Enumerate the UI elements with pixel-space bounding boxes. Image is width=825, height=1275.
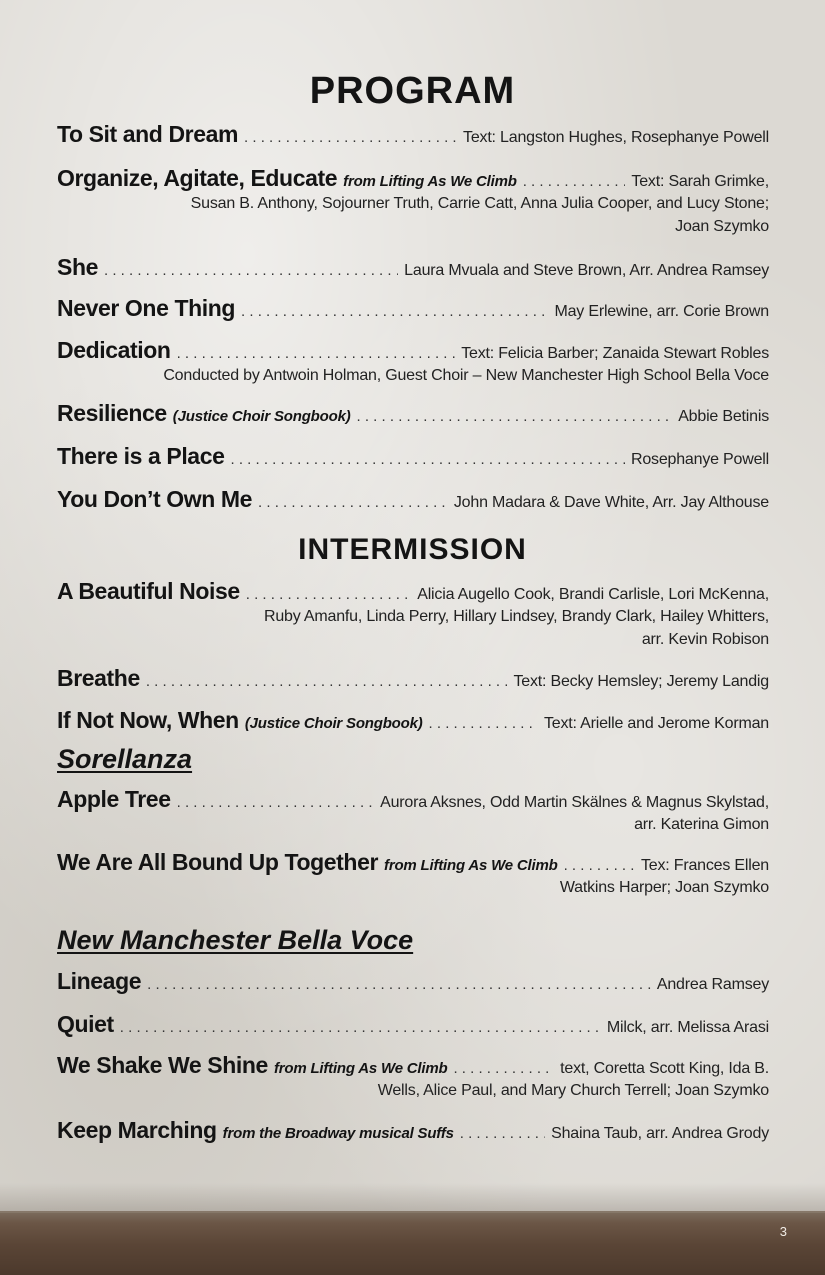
leader-dots xyxy=(241,303,548,320)
program-entry xyxy=(57,665,769,692)
piece-title: Apple Tree xyxy=(57,786,171,812)
piece-title: You Don’t Own Me xyxy=(57,486,253,512)
piece-title: Dedication xyxy=(57,337,171,363)
program-entry xyxy=(57,295,769,322)
program-entry xyxy=(57,121,769,148)
piece-credit: John Madara & Dave White, Arr. Jay Althouse xyxy=(453,494,769,511)
leader-dots xyxy=(120,1019,601,1036)
credit-continuation: Watkins Harper; Joan Szymko xyxy=(559,879,769,896)
program-entry xyxy=(57,337,769,387)
program-entry xyxy=(57,707,769,734)
piece-credit: Text: Felicia Barber; Zanaida Stewart Robles xyxy=(461,345,769,362)
program-entry xyxy=(57,968,769,995)
piece-credit: Text: Arielle and Jerome Korman xyxy=(543,715,769,732)
leader-dots xyxy=(230,451,624,468)
piece-title: A Beautiful Noise xyxy=(57,578,240,604)
piece-title: Keep Marching xyxy=(57,1117,217,1143)
leader-dots xyxy=(564,857,635,874)
piece-source: from the Broadway musical Suffs xyxy=(222,1125,454,1142)
piece-source: (Justice Choir Songbook) xyxy=(172,408,351,425)
leader-dots xyxy=(523,173,626,190)
wood-floor-backdrop xyxy=(0,1211,825,1275)
credit-continuation: arr. Katerina Gimon xyxy=(634,816,769,833)
piece-source: from Lifting As We Climb xyxy=(384,857,558,874)
program-entry xyxy=(57,443,769,470)
piece-credit: Abbie Betinis xyxy=(678,408,769,425)
leader-dots xyxy=(104,262,398,279)
program-entry xyxy=(57,400,769,427)
piece-source: from Lifting As We Climb xyxy=(273,1060,448,1077)
piece-credit: Text: Sarah Grimke, xyxy=(631,173,769,190)
leader-dots xyxy=(177,794,374,811)
piece-title: Lineage xyxy=(57,968,142,994)
piece-title: We Shake We Shine xyxy=(57,1052,268,1078)
page-number: 3 xyxy=(779,1224,787,1239)
piece-credit: Tex: Frances Ellen xyxy=(640,857,769,874)
piece-credit: Laura Mvuala and Steve Brown, Arr. Andrea Ramsey xyxy=(404,262,769,279)
leader-dots xyxy=(246,586,411,603)
program-entry xyxy=(57,1052,769,1102)
bella-voce-heading: New Manchester Bella Voce xyxy=(57,925,414,955)
program-entry xyxy=(57,165,769,238)
piece-title: Resilience xyxy=(57,400,167,426)
credit-continuation: Wells, Alice Paul, and Mary Church Terrell; Joan Szymko xyxy=(377,1082,769,1099)
program-heading: PROGRAM xyxy=(309,70,516,112)
piece-title: Organize, Agitate, Educate xyxy=(57,165,338,191)
piece-credit: Shaina Taub, arr. Andrea Grody xyxy=(551,1125,769,1142)
leader-dots xyxy=(453,1060,554,1077)
piece-title: There is a Place xyxy=(57,443,225,469)
program-entry xyxy=(57,254,769,281)
leader-dots xyxy=(244,129,457,146)
piece-source: from Lifting As We Climb xyxy=(343,173,517,190)
sorellanza-heading: Sorellanza xyxy=(57,744,193,774)
piece-credit: Text: Becky Hemsley; Jeremy Landig xyxy=(513,673,769,690)
leader-dots xyxy=(147,976,651,993)
intermission-heading: INTERMISSION xyxy=(298,533,527,566)
leader-dots xyxy=(429,715,538,732)
leader-dots xyxy=(357,408,673,425)
piece-title: Breathe xyxy=(57,665,140,691)
piece-title: If Not Now, When xyxy=(57,707,239,733)
piece-title: Never One Thing xyxy=(57,295,236,321)
leader-dots xyxy=(146,673,508,690)
piece-credit: Text: Langston Hughes, Rosephanye Powell xyxy=(463,129,769,146)
program-entry xyxy=(57,486,769,513)
credit-continuation: Joan Szymko xyxy=(675,218,769,235)
leader-dots xyxy=(460,1125,545,1142)
credit-continuation: Conducted by Antwoin Holman, Guest Choir – New Manchester High School Bella Voce xyxy=(163,367,769,384)
piece-title: We Are All Bound Up Together xyxy=(57,849,379,875)
program-entry xyxy=(57,1117,769,1144)
piece-credit: Andrea Ramsey xyxy=(656,976,769,993)
piece-title: Quiet xyxy=(57,1011,114,1037)
piece-title: She xyxy=(57,254,98,280)
piece-source: (Justice Choir Songbook) xyxy=(244,715,423,732)
piece-title: To Sit and Dream xyxy=(57,121,239,147)
piece-credit: Aurora Aksnes, Odd Martin Skälnes & Magnus Skylstad, xyxy=(380,794,769,811)
program-entry xyxy=(57,786,769,836)
piece-credit: Milck, arr. Melissa Arasi xyxy=(606,1019,769,1036)
leader-dots xyxy=(258,494,448,511)
program-entry xyxy=(57,1011,769,1038)
piece-credit: Rosephanye Powell xyxy=(630,451,769,468)
credit-continuation: arr. Kevin Robison xyxy=(641,631,769,648)
piece-credit: May Erlewine, arr. Corie Brown xyxy=(554,303,769,320)
program-entry xyxy=(57,849,769,899)
piece-credit: text, Coretta Scott King, Ida B. xyxy=(560,1060,769,1077)
credit-continuation: Ruby Amanfu, Linda Perry, Hillary Lindsey, Brandy Clark, Hailey Whitters, xyxy=(263,608,769,625)
program-entry xyxy=(57,578,769,651)
piece-credit: Alicia Augello Cook, Brandi Carlisle, Lori McKenna, xyxy=(417,586,769,603)
credit-continuation: Susan B. Anthony, Sojourner Truth, Carrie Catt, Anna Julia Cooper, and Lucy Stone; xyxy=(190,195,769,212)
leader-dots xyxy=(177,345,456,362)
